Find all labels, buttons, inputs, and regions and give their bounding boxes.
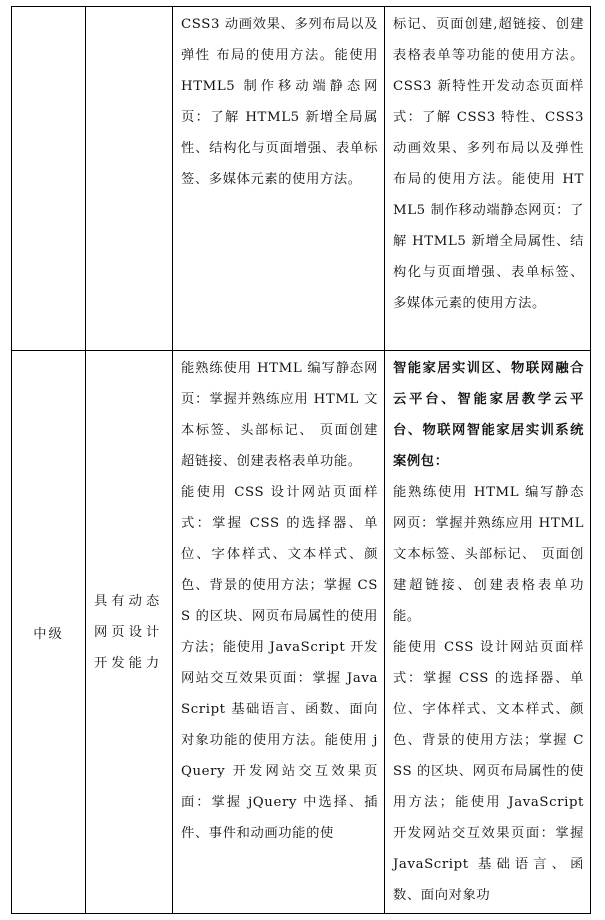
resources-paragraph: 能使用 CSS 设计网站页面样式：掌握 CSS 的选择器、单位、字体样式、文本样式、颜色、背景的使用方法；掌握 CSS 的区块、网页布局属性的使用方法；能使用 JavaScript开发网站交互效果页面：掌握 JavaScript 基础语言、函数、面向对象功 xyxy=(393,640,584,903)
resources-text: 标记、页面创建,超链接、创建表格表单等功能的使用方法。CSS3 新特性开发动态页面样式：了解 CSS3 特性、CSS3 动画效果、多列布局以及弹性 布局的使用方法。能使用 HTML5 制作移动端静态网页：了解 HTML5 新增全局属性、结构化与页面增强、表单标签、多媒体元素的使用方法。 xyxy=(393,17,584,311)
ability-text: 具有动态网页设计开发能力 xyxy=(94,593,164,671)
curriculum-table xyxy=(11,6,591,914)
content-cell xyxy=(173,351,385,914)
resources-paragraph: 能熟练使用 HTML 编写静态网页：掌握并熟练应用 HTML 文本标签、头部标记、 页面创建超链接、创建表格表单功能。 xyxy=(393,485,584,624)
content-text: CSS3 动画效果、多列布局以及弹性 布局的使用方法。能使用 HTML5 制作移动端静态网页：了解 HTML5 新增全局属性、结构化与页面增强、表单标签、多媒体元素的使用方法。 xyxy=(181,17,378,187)
content-paragraph: 能熟练使用 HTML 编写静态网页：掌握并熟练应用 HTML 文本标签、头部标记、 页面创建超链接、创建表格表单功能。 xyxy=(181,361,378,469)
level-cell xyxy=(12,7,86,351)
resources-cell xyxy=(385,351,591,914)
ability-cell xyxy=(86,351,173,914)
ability-cell xyxy=(86,7,173,351)
table-row xyxy=(12,7,591,351)
resources-heading: 智能家居实训区、物联网融合云平台、智能家居教学云平台、物联网智能家居实训系统案例包： xyxy=(393,361,584,469)
level-cell xyxy=(12,351,86,914)
content-paragraph: 能使用 CSS 设计网站页面样式：掌握 CSS 的选择器、单位、字体样式、文本样式、颜色、背景的使用方法；掌握 CSS 的区块、网页布局属性的使用方法；能使用 JavaScript 开发网站交互效果页面：掌握 JavaScript 基础语言、函数、面向对象功能的使用方法。能使用 jQuery 开发网站交互效果页面：掌握 jQuery 中选择、插件、事件和动画功能的使 xyxy=(181,485,378,841)
level-text: 中级 xyxy=(33,626,64,642)
resources-cell xyxy=(385,7,591,351)
content-cell xyxy=(173,7,385,351)
table-row xyxy=(12,351,591,914)
